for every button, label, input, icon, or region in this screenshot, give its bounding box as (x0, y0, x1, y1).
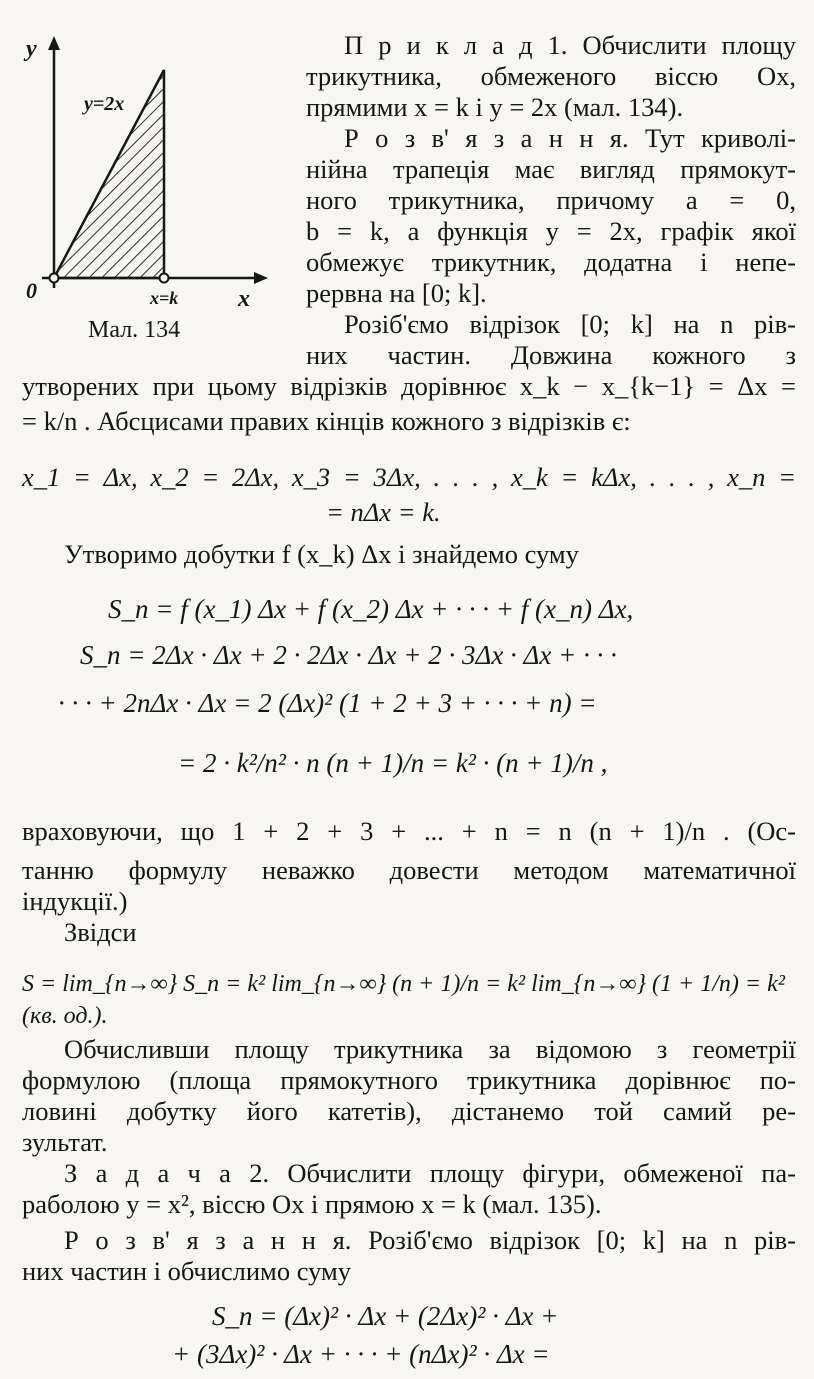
y-axis-label: y (26, 36, 37, 62)
limit-formula: S = lim_{n→∞} S_n = k² lim_{n→∞} (n + 1)/n = k² lim_{n→∞} (1 + 1/n) = k² (кв. од.). (22, 971, 785, 1029)
text-line: них частин і обчислимо суму (22, 1256, 352, 1286)
text-line: нійна трапеція має вигляд прямокут- (306, 154, 796, 184)
origin-point (50, 274, 59, 283)
text-line: Р о з в' я з а н н я. Тут криволі- (344, 123, 796, 153)
text-line: них частин. Довжина кожного з (306, 340, 796, 370)
text-line: ного трикутника, причому a = 0, (306, 185, 796, 215)
figure-caption: Мал. 134 (88, 317, 181, 343)
formula-line: = nΔx = k. (326, 497, 441, 527)
text-line: Утворимо добутки f (x_k) Δx і знайдемо суму (64, 539, 579, 569)
x-axis-label: x (238, 286, 250, 312)
k-point (160, 274, 169, 283)
formula-line: S_n = 2Δx · Δx + 2 · 2Δx · Δx + 2 · 3Δx · Δx + · · · (80, 640, 617, 670)
text-line: прямими x = k і y = 2x (мал. 134). (306, 92, 684, 122)
text-line: обмежує трикутник, додатна і непе- (306, 247, 796, 277)
formula-line: + (3Δx)² · Δx + · · · + (nΔx)² · Δx = (172, 1339, 550, 1369)
formula-line: · · · + 2nΔx · Δx = 2 (Δx)² (1 + 2 + 3 + · · · + n) = (58, 688, 597, 718)
text-line: враховуючи, що 1 + 2 + 3 + ... + n = n (n + 1)/n . (Ос- (22, 816, 796, 846)
origin-label: 0 (26, 278, 37, 303)
text-line: індукції.) (22, 886, 128, 916)
text-line: Р о з в' я з а н н я. Розіб'ємо відрізок [0; k] на n рів- (64, 1225, 796, 1255)
text-line: формулою (площа прямокутного трикутника дорівнює по- (22, 1065, 796, 1095)
text-line: b = k, а функція y = 2x, графік якої (306, 216, 796, 246)
formula-line: = 2 · k²/n² · n (n + 1)/n = k² · (n + 1)/n , (178, 748, 608, 778)
text-line: утворених при цьому відрізків дорівнює x_k − x_{k−1} = Δx = (22, 371, 796, 401)
formula-line: x_1 = Δx, x_2 = 2Δx, x_3 = 3Δx, . . . , x_k = kΔx, . . . , x_n = (22, 462, 796, 492)
text-line: трикутника, обмеженого віссю Ox, (306, 61, 796, 91)
formula-line: S_n = f (x_1) Δx + f (x_2) Δx + · · · + f (x_n) Δx, (108, 594, 634, 624)
text-line: Звідси (64, 917, 137, 947)
x-axis-arrow-icon (254, 272, 268, 284)
text-line: Розіб'ємо відрізок [0; k] на n рів- (344, 309, 796, 339)
text-line: ловині добутку його катетів), дістанемо той самий ре- (22, 1096, 796, 1126)
text-line: танню формулу неважко довести методом математичної (22, 855, 796, 885)
text-line: раболою y = x², віссю Ox і прямою x = k (мал. 135). (22, 1189, 602, 1219)
text-line: рервна на [0; k]. (306, 278, 487, 308)
y-axis-arrow-icon (48, 36, 60, 50)
text-line: П р и к л а д 1. Обчислити площу (344, 30, 796, 60)
text-line: Обчисливши площу трикутника за відомою з геометрії (64, 1034, 796, 1064)
text-line: З а д а ч а 2. Обчислити площу фігури, обмеженої па- (64, 1158, 796, 1188)
formula-line: S_n = (Δx)² · Δx + (2Δx)² · Δx + (212, 1301, 559, 1331)
text-line: = k/n . Абсцисами правих кінців кожного з відрізків є: (22, 406, 631, 436)
k-point-label: x=k (150, 288, 179, 308)
figure-134 (18, 30, 278, 343)
line-label: y=2x (84, 93, 125, 115)
text-line: зультат. (22, 1127, 108, 1157)
triangle-graph (18, 30, 278, 330)
